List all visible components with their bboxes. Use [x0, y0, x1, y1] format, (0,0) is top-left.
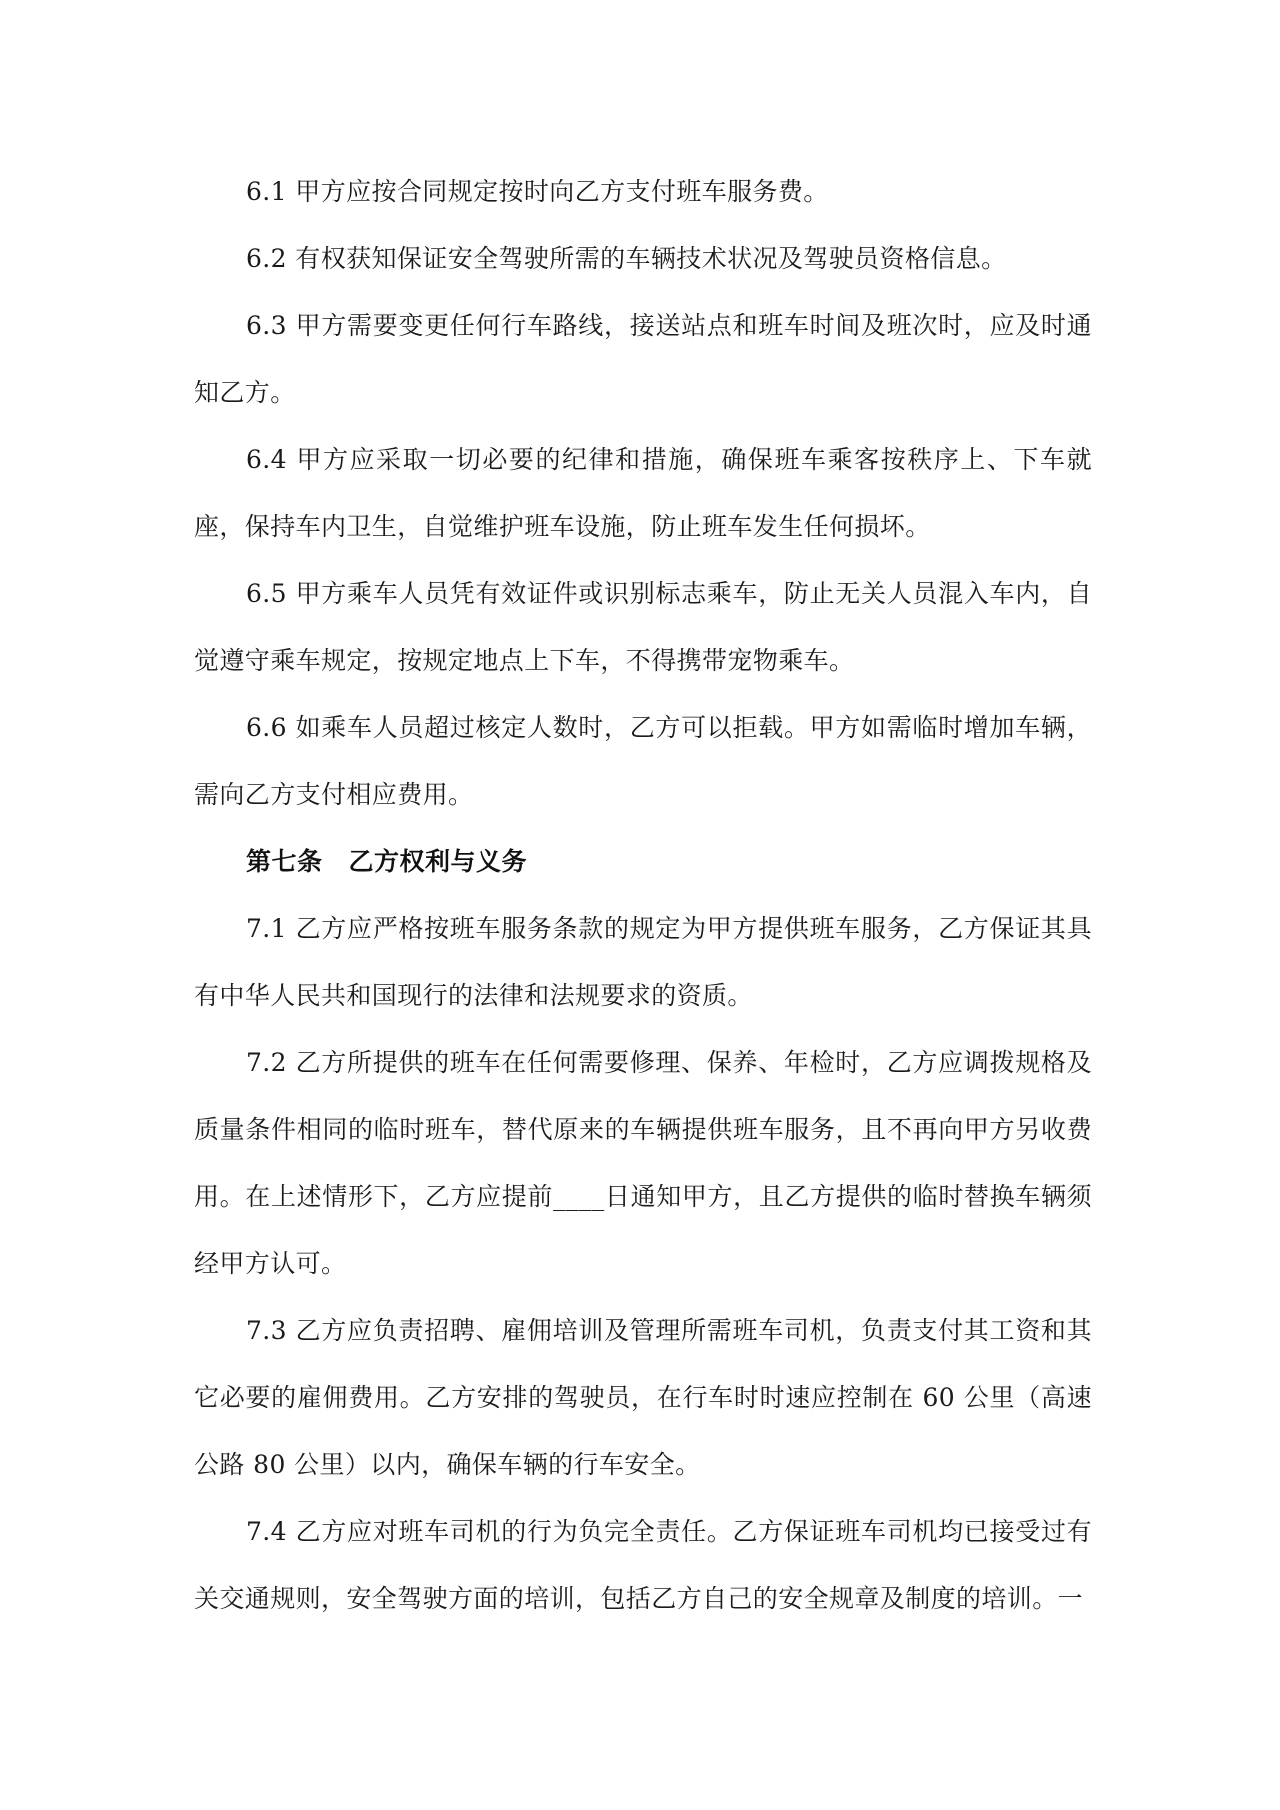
clause-7-4: 7.4 乙方应对班车司机的行为负完全责任。乙方保证班车司机均已接受过有关交通规则，安全驾驶方面的培训，包括乙方自己的安全规章及制度的培训。一 [194, 1517, 1092, 1613]
clause-7-3: 7.3 乙方应负责招聘、雇佣培训及管理所需班车司机，负责支付其工资和其它必要的雇佣费用。乙方安排的驾驶员，在行车时时速应控制在 60 公里（高速公路 80 公里）以内，确保车辆的行车安全。 [194, 1316, 1092, 1479]
clause-6-2: 6.2 有权获知保证安全驾驶所需的车辆技术状况及驾驶员资格信息。 [246, 244, 1007, 273]
clause-6-4: 6.4 甲方应采取一切必要的纪律和措施，确保班车乘客按秩序上、下车就座，保持车内卫生，自觉维护班车设施，防止班车发生任何损坏。 [194, 445, 1092, 541]
section-7-heading [246, 828, 527, 895]
clause-7-1: 7.1 乙方应严格按班车服务条款的规定为甲方提供班车服务，乙方保证其具有中华人民共和国现行的法律和法规要求的资质。 [194, 914, 1092, 1010]
section-7-title: 乙方权利与义务 [348, 847, 528, 876]
clause-6-5: 6.5 甲方乘车人员凭有效证件或识别标志乘车，防止无关人员混入车内，自觉遵守乘车规定，按规定地点上下车，不得携带宠物乘车。 [194, 579, 1092, 675]
clause-6-3: 6.3 甲方需要变更任何行车路线，接送站点和班车时间及班次时，应及时通知乙方。 [194, 311, 1092, 407]
clause-6-6: 6.6 如乘车人员超过核定人数时，乙方可以拒载。甲方如需临时增加车辆，需向乙方支付相应费用。 [194, 713, 1092, 809]
section-7-number: 第七条 [246, 847, 323, 876]
clause-6-1: 6.1 甲方应按合同规定按时向乙方支付班车服务费。 [246, 177, 829, 206]
clause-7-2: 7.2 乙方所提供的班车在任何需要修理、保养、年检时，乙方应调拨规格及质量条件相同的临时班车，替代原来的车辆提供班车服务，且不再向甲方另收费用。在上述情形下，乙方应提前____日通知甲方，且乙方提供的临时替换车辆须经甲方认可。 [194, 1048, 1092, 1278]
